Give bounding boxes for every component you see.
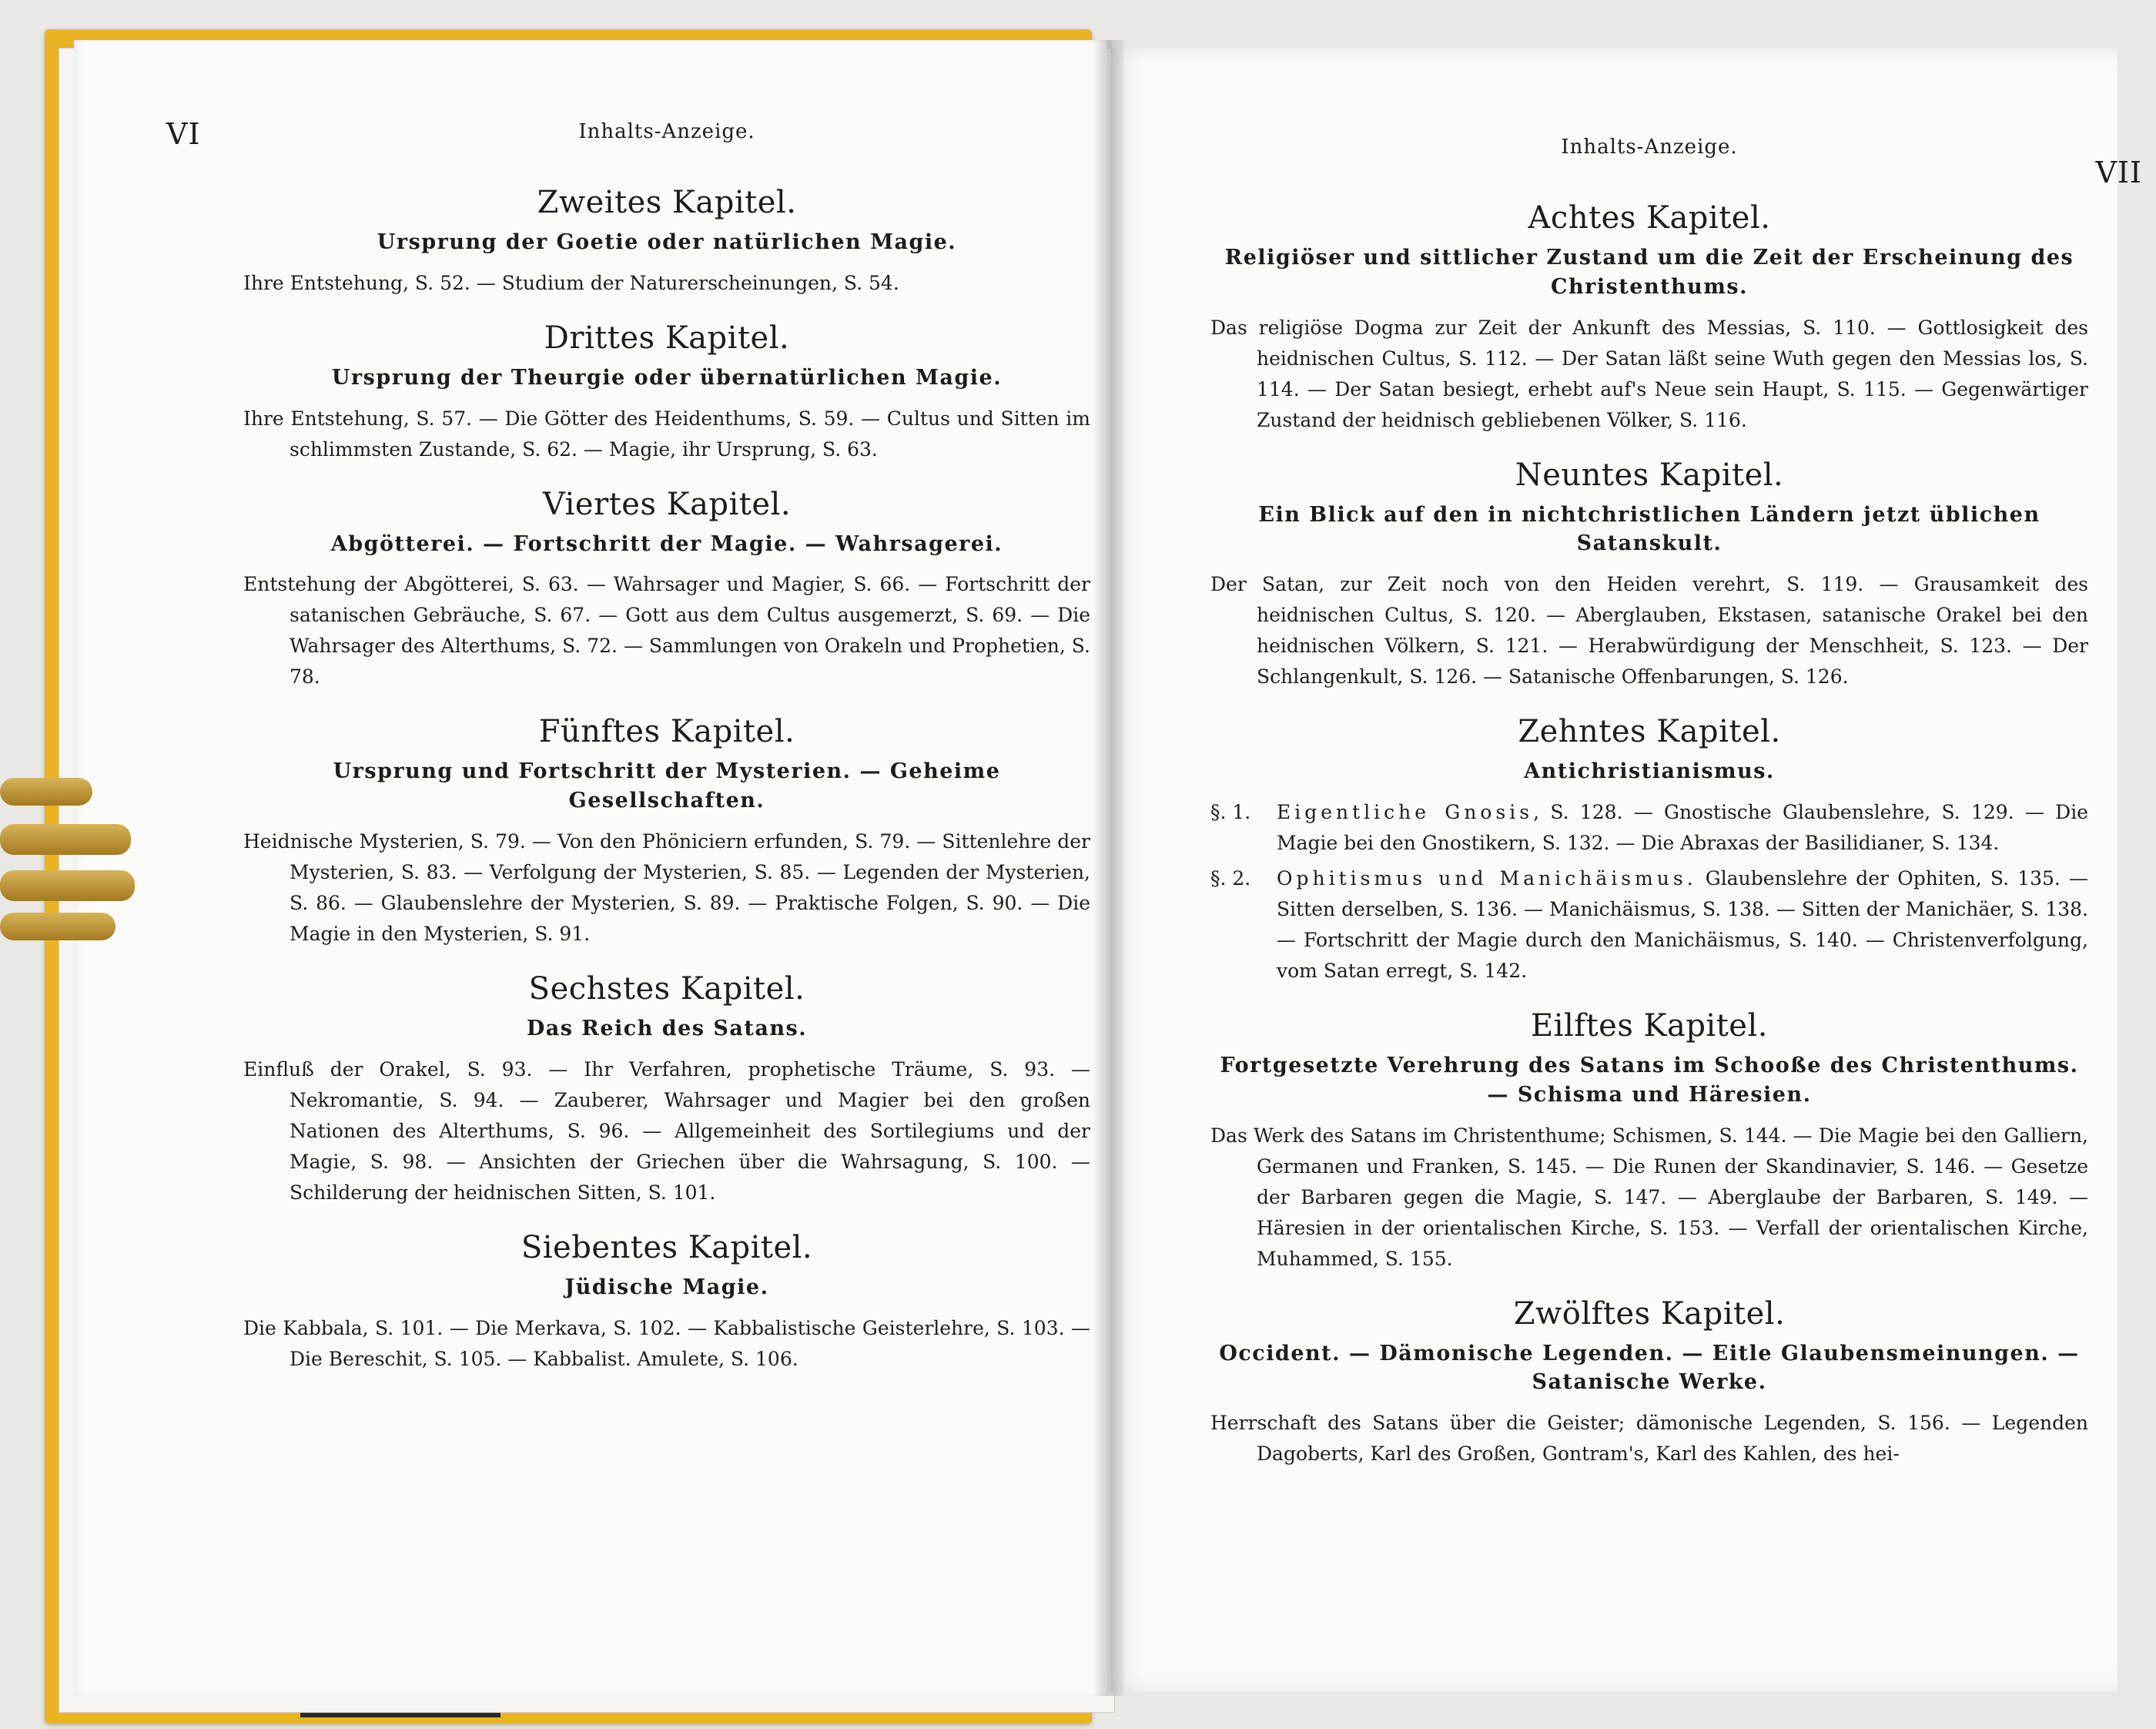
metal-clip [0, 770, 139, 947]
running-head-title: Inhalts-Anzeige. [1561, 136, 1738, 159]
right-page-content [1210, 125, 2142, 1485]
clip-finger [0, 778, 92, 806]
chapter-title: Neuntes Kapitel. [1515, 457, 1784, 493]
page-number: VII [2095, 156, 2142, 189]
section-heading: Ophitismus und Manichäismus. [1277, 866, 1697, 890]
chapter-subtitle: Ein Blick auf den in nichtchristlichen Ländern jetzt üblichen Satanskult. [1258, 502, 2040, 556]
right-page [1110, 48, 2142, 1692]
chapter [1210, 1008, 2088, 1275]
clip-finger [0, 824, 131, 855]
chapter-title: Zehntes Kapitel. [1518, 714, 1781, 750]
chapter-title: Viertes Kapitel. [542, 486, 792, 522]
section-text [1277, 863, 2088, 987]
chapter-title: Siebentes Kapitel. [521, 1229, 813, 1265]
clip-finger [0, 870, 135, 901]
chapter-summary: Die Kabbala, S. 101. — Die Merkava, S. 102. — Kabbalistische Geisterlehre, S. 103. — Die Bereschit, S. 105. — Kabbalist. Amulete, S. 106. [243, 1316, 1090, 1370]
chapter-summary: Herrschaft des Satans über die Geister; dämonische Legenden, S. 156. — Legenden Dagoberts, Karl des Großen, Gontram's, Karl des Kahlen, des hei- [1210, 1412, 2088, 1466]
chapter-summary: Einfluß der Orakel, S. 93. — Ihr Verfahren, prophetische Träume, S. 93. — Nekromantie, S. 94. — Zauberer, Wahrsager und Magier bei den großen Nationen des Alterthums, S. 96. — Allgemeinheit des Sortilegiums und der Magie, S. 98. — Ansichten der Griechen über die Wahrsagung, S. 100. — Schilderung der heidnischen Sitten, S. 101. [243, 1057, 1090, 1204]
chapter-title: Achtes Kapitel. [1528, 200, 1771, 236]
chapter-title: Zwölftes Kapitel. [1513, 1295, 1786, 1332]
left-page [74, 40, 1107, 1696]
running-head [1210, 125, 2142, 189]
page-number: VI [166, 117, 201, 151]
chapter [1210, 200, 2088, 436]
chapter [243, 714, 1090, 950]
chapter-subtitle: Das Reich des Satans. [526, 1016, 808, 1040]
chapter-summary: Der Satan, zur Zeit noch von den Heiden verehrt, S. 119. — Grausamkeit des heidnischen Cultus, S. 120. — Aberglauben, Ekstasen, satanische Orakel bei den heidnischen Völkern, S. 121. — Herabwürdigung der Menschheit, S. 123. — Der Schlangenkult, S. 126. — Satanische Offenbarungen, S. 126. [1210, 573, 2088, 689]
section-summary: , S. 128. — Gnostische Glaubenslehre, S. 129. — Die Magie bei den Gnostikern, S. 132. — Die Abraxas der Basilidianer, S. 134. [1277, 800, 2088, 854]
chapter-title: Zweites Kapitel. [537, 185, 797, 220]
chapter-subtitle: Antichristianismus. [1524, 759, 1775, 784]
chapter-title: Sechstes Kapitel. [528, 970, 805, 1007]
chapter [243, 487, 1090, 693]
chapter [243, 971, 1090, 1208]
running-head-title: Inhalts-Anzeige. [578, 120, 755, 143]
chapter [1210, 1296, 2088, 1470]
chapter-subtitle: Occident. — Dämonische Legenden. — Eitle Glaubensmeinungen. — Satanische Werke. [1219, 1341, 2080, 1395]
chapter [243, 1230, 1090, 1375]
clip-finger [0, 913, 116, 940]
chapter-subtitle: Ursprung der Goetie oder natürlichen Magie. [377, 230, 957, 254]
chapter-summary: Heidnische Mysterien, S. 79. — Von den Phöniciern erfunden, S. 79. — Sittenlehre der Mysterien, S. 83. — Verfolgung der Mysterien, S. 85. — Legenden der Mysterien, S. 86. — Glaubenslehre der Mysterien, S. 89. — Praktische Folgen, S. 90. — Die Magie in den Mysterien, S. 91. [243, 829, 1090, 945]
running-head [166, 109, 1090, 163]
chapter-title: Drittes Kapitel. [544, 320, 790, 356]
section-entry [1210, 797, 2088, 859]
section-heading: Eigentliche Gnosis [1277, 800, 1534, 823]
book-gutter [1093, 40, 1124, 1696]
left-page-content [166, 109, 1090, 1390]
chapter-summary: Entstehung der Abgötterei, S. 63. — Wahrsager und Magier, S. 66. — Fortschritt der satanischen Gebräuche, S. 67. — Gott aus dem Cultus ausgemerzt, S. 69. — Die Wahrsager des Alterthums, S. 72. — Sammlungen von Orakeln und Prophetien, S. 78. [243, 573, 1090, 689]
chapter [1210, 714, 2088, 987]
chapter-title: Eilftes Kapitel. [1531, 1007, 1768, 1044]
section-text [1277, 797, 2088, 859]
section-number: §. 1. [1210, 800, 1251, 823]
chapter-subtitle: Jüdische Magie. [564, 1275, 769, 1299]
chapter [243, 320, 1090, 465]
chapter-summary: Ihre Entstehung, S. 52. — Studium der Naturerscheinungen, S. 54. [243, 271, 899, 294]
section-summary: Glaubenslehre der Ophiten, S. 135. — Sitten derselben, S. 136. — Manichäismus, S. 138. — Sitten der Manichäer, S. 138. — Fortschritt der Magie durch den Manichäismus, S. 140. — Christenverfolgung, vom Satan erregt, S. 142. [1277, 866, 2088, 982]
chapter [1210, 457, 2088, 693]
chapter-summary: Das religiöse Dogma zur Zeit der Ankunft des Messias, S. 110. — Gottlosigkeit des heidnischen Cultus, S. 112. — Der Satan läßt seine Wuth gegen den Messias los, S. 114. — Der Satan besiegt, erhebt auf's Neue sein Haupt, S. 115. — Gegenwärtiger Zustand der heidnisch gebliebenen Völker, S. 116. [1210, 316, 2088, 431]
section-entry [1210, 863, 2088, 987]
chapter-subtitle: Abgötterei. — Fortschritt der Magie. — Wahrsagerei. [330, 531, 1003, 556]
chapter-subtitle: Fortgesetzte Verehrung des Satans im Schooße des Christenthums. — Schisma und Häresien. [1220, 1053, 2079, 1107]
chapter-subtitle: Ursprung der Theurgie oder übernatürlichen Magie. [331, 365, 1003, 390]
chapter-subtitle: Religiöser und sittlicher Zustand um die Zeit der Erscheinung des Christenthums. [1224, 246, 2074, 299]
section-number: §. 2. [1210, 866, 1251, 890]
chapter [243, 185, 1090, 299]
chapter-summary: Das Werk des Satans im Christenthume; Schismen, S. 144. — Die Magie bei den Galliern, Germanen und Franken, S. 145. — Die Runen der Skandinavier, S. 146. — Gesetze der Barbaren gegen die Magie, S. 147. — Aberglaube der Barbaren, S. 149. — Häresien in der orientalischen Kirche, S. 153. — Verfall der orientalischen Kirche, Muhammed, S. 155. [1210, 1124, 2088, 1270]
chapter-subtitle: Ursprung und Fortschritt der Mysterien. — Geheime Gesellschaften. [333, 759, 1001, 813]
chapter-title: Fünftes Kapitel. [538, 714, 795, 750]
chapter-summary: Ihre Entstehung, S. 57. — Die Götter des Heidenthums, S. 59. — Cultus und Sitten im schlimmsten Zustande, S. 62. — Magie, ihr Ursprung, S. 63. [243, 407, 1090, 461]
